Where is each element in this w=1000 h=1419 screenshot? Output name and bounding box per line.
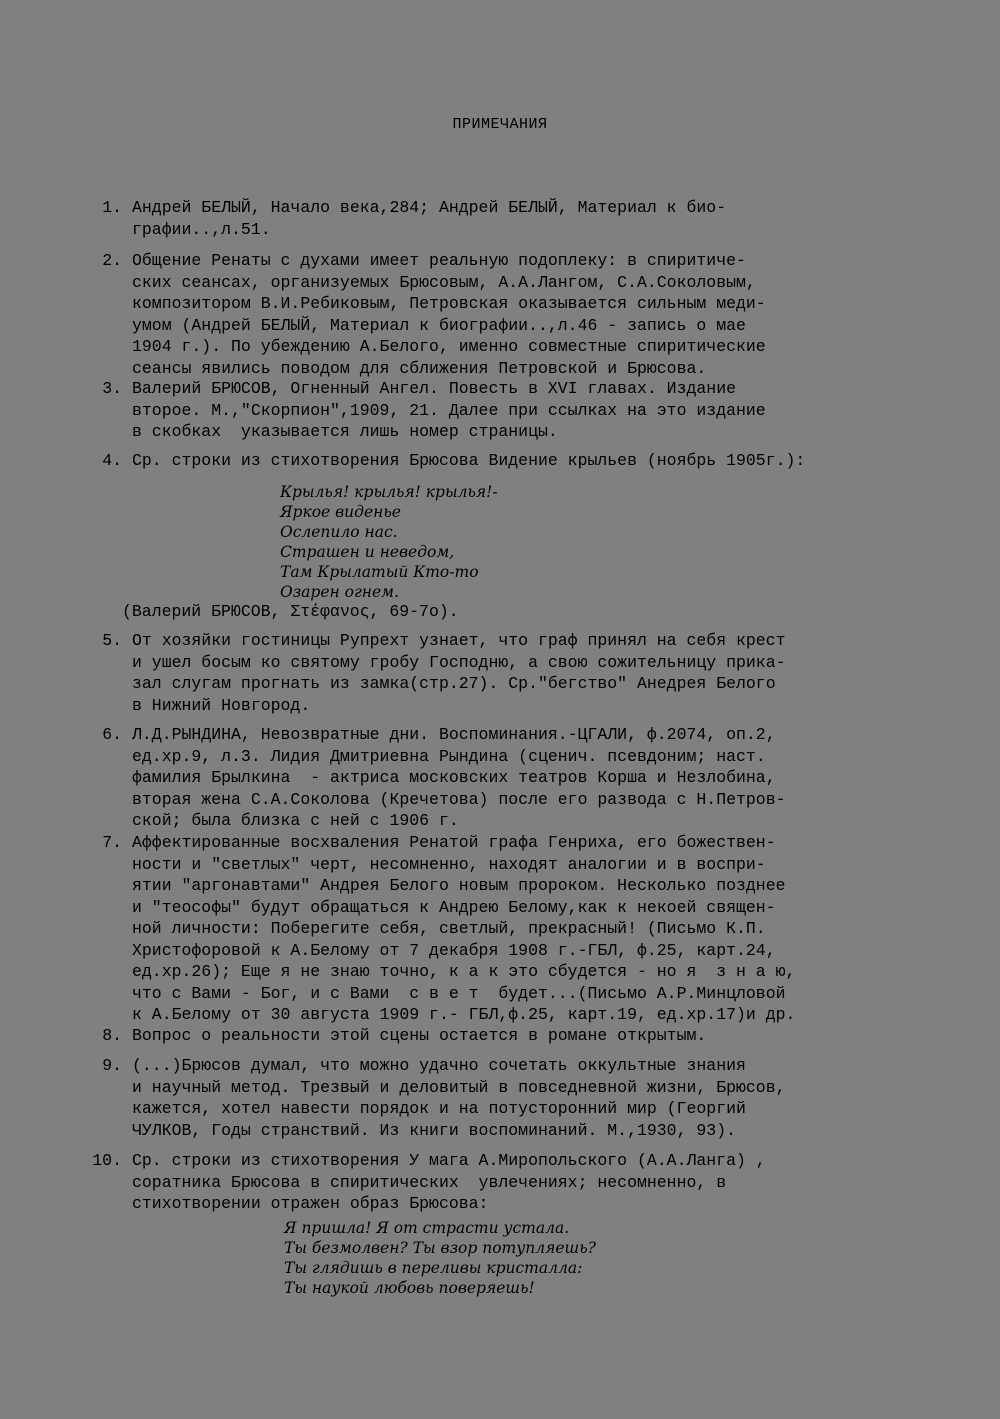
note-line: второе. М.,"Скорпион",1909, 21. Далее при ссылках на это издание — [132, 400, 766, 420]
note-number: 3. — [102, 379, 122, 398]
note-line: 1904 г.). По убеждению А.Белого, именно совместные спиритические — [132, 337, 766, 356]
note-line: и ушел босым ко святому гробу Господню, а свою сожительницу прика- — [132, 652, 786, 672]
note-line: ности и "светлых" черт, несомненно, находят аналогии и в воспри- — [132, 854, 766, 874]
verse-line: Крылья! крылья! крылья!- — [280, 483, 498, 501]
verse-4-source: (Валерий БРЮСОВ, Στέφανος, 69-7о). — [122, 602, 459, 621]
note-line: к А.Белому от 30 августа 1909 г.- ГБЛ,ф.25, карт.19, ед.хр.17)и др. — [132, 1005, 796, 1024]
note-line: Аффектированные восхваления Ренатой графа Генриха, его божествен- — [132, 833, 776, 852]
note-line: фамилия Брылкина - актриса московских театров Корша и Незлобина, — [132, 768, 776, 787]
note-text — [132, 1055, 960, 1141]
note-3 — [80, 378, 960, 443]
note-number: 2. — [102, 251, 122, 270]
note-4 — [80, 450, 960, 472]
note-text — [132, 724, 960, 832]
page-title: ПРИМЕЧАНИЯ — [452, 116, 548, 133]
verse-line: Яркое виденье — [280, 503, 401, 521]
verse-line: Озарен огнем. — [280, 583, 399, 601]
note-text — [132, 378, 960, 443]
note-line: вторая жена С.А.Соколова (Кречетова) после его развода с Н.Петров- — [132, 789, 786, 809]
note-number: 8. — [102, 1026, 122, 1045]
note-line: Валерий БРЮСОВ, Огненный Ангел. Повесть в XVI главах. Издание — [132, 379, 736, 398]
note-7 — [80, 832, 960, 1026]
note-text — [132, 630, 960, 716]
note-text — [132, 250, 960, 379]
note-1 — [80, 197, 960, 240]
note-line: ной личности: Поберегите себя, светлый, прекрасный! (Письмо К.П. — [132, 919, 766, 938]
note-number: 1. — [102, 198, 122, 217]
note-number: 10. — [92, 1151, 122, 1170]
note-text — [132, 832, 960, 1026]
verse-4 — [280, 482, 498, 602]
note-text — [132, 1150, 960, 1215]
note-line: ской; была близка с ней с 1906 г. — [132, 811, 459, 830]
note-line: что с Вами - Бог, и с Вами с в е т будет...(Письмо А.Р.Минцловой — [132, 983, 786, 1003]
note-line: ед.хр.26); Еще я не знаю точно, к а к это сбудется - но я з н а ю, — [132, 962, 796, 981]
note-8 — [80, 1025, 960, 1047]
note-text — [132, 197, 960, 240]
note-line: Христофоровой к А.Белому от 7 декабря 1908 г.-ГБЛ, ф.25, карт.24, — [132, 940, 776, 960]
note-line: Ср. строки из стихотворения Брюсова Видение крыльев (ноябрь 1905г.): — [132, 451, 806, 470]
note-line: Андрей БЕЛЫЙ, Начало века,284; Андрей БЕЛЫЙ, Материал к био- — [132, 198, 727, 217]
note-5 — [80, 630, 960, 716]
note-number: 6. — [102, 725, 122, 744]
note-line: композитором В.И.Ребиковым, Петровская оказывается сильным меди- — [132, 294, 766, 313]
note-number: 9. — [102, 1056, 122, 1075]
note-line: Общение Ренаты с духами имеет реальную подоплеку: в спиритиче- — [132, 251, 746, 270]
note-line: и научный метод. Трезвый и деловитый в повседневной жизни, Брюсов, — [132, 1077, 786, 1097]
verse-line: Ослепило нас. — [280, 523, 398, 541]
verse-line: Ты глядишь в переливы кристалла: — [284, 1259, 583, 1277]
note-9 — [80, 1055, 960, 1141]
note-line: в скобках указывается лишь номер страницы. — [132, 422, 558, 441]
note-line: и "теософы" будут обращаться к Андрею Белому,как к некоей священ- — [132, 897, 776, 917]
note-number: 4. — [102, 451, 122, 470]
verse-line: Страшен и неведом, — [280, 543, 455, 561]
note-line: От хозяйки гостиницы Рупрехт узнает, что граф принял на себя крест — [132, 631, 786, 650]
verse-line: Ты наукой любовь поверяешь! — [284, 1279, 535, 1297]
note-line: стихотворении отражен образ Брюсова: — [132, 1194, 489, 1213]
verse-line: Там Крылатый Кто-то — [280, 563, 479, 581]
note-line: зал слугам прогнать из замка(стр.27). Ср."бегство" Анедрея Белого — [132, 674, 776, 693]
note-line: кажется, хотел навести порядок и на потусторонний мир (Георгий — [132, 1099, 746, 1118]
note-text — [132, 1025, 960, 1047]
note-line: ятии "аргонавтами" Андрея Белого новым пророком. Несколько позднее — [132, 876, 786, 895]
note-number: 5. — [102, 631, 122, 650]
verse-10 — [284, 1218, 596, 1298]
note-text — [132, 450, 960, 472]
note-line: ских сеансах, организуемых Брюсовым, А.А.Лангом, С.А.Соколовым, — [132, 272, 756, 292]
note-line: (...)Брюсов думал, что можно удачно сочетать оккультные знания — [132, 1056, 746, 1075]
note-line: в Нижний Новгород. — [132, 695, 311, 715]
note-line: ед.хр.9, л.3. Лидия Дмитриевна Рындина (сценич. псевдоним; наст. — [132, 746, 766, 766]
verse-line: Ты безмолвен? Ты взор потупляешь? — [284, 1239, 596, 1257]
note-line: умом (Андрей БЕЛЫЙ, Материал к биографии..,л.46 - запись о мае — [132, 315, 746, 335]
note-line: Ср. строки из стихотворения У мага А.Миропольского (А.А.Ланга) , — [132, 1151, 766, 1170]
verse-line: Я пришла! Я от страсти устала. — [284, 1219, 570, 1237]
note-line: графии..,л.51. — [132, 219, 271, 239]
note-10 — [80, 1150, 960, 1215]
note-line: ЧУЛКОВ, Годы странствий. Из книги воспоминаний. М.,1930, 93). — [132, 1120, 736, 1140]
note-6 — [80, 724, 960, 832]
note-line: Вопрос о реальности этой сцены остается в романе открытым. — [132, 1026, 707, 1045]
note-line: соратника Брюсова в спиритических увлечениях; несомненно, в — [132, 1172, 727, 1192]
note-line: Л.Д.РЫНДИНА, Невозвратные дни. Воспоминания.-ЦГАЛИ, ф.2074, оп.2, — [132, 725, 776, 744]
note-2 — [80, 250, 960, 379]
note-number: 7. — [102, 833, 122, 852]
note-line: сеансы явились поводом для сближения Петровской и Брюсова. — [132, 358, 707, 378]
